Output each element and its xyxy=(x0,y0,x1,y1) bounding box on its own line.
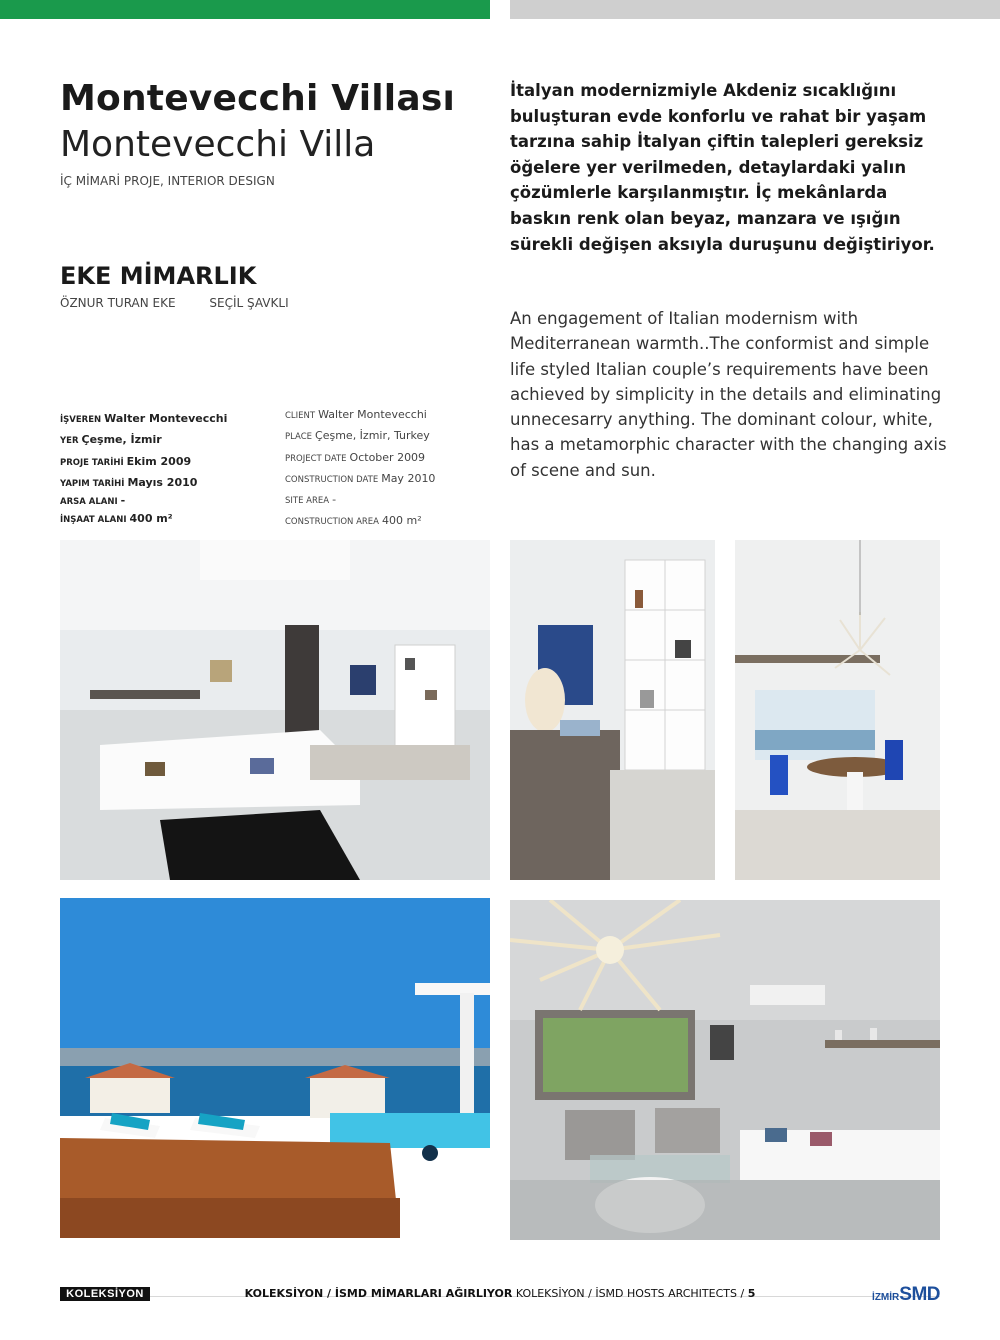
lounge-image xyxy=(510,900,940,1240)
info-row xyxy=(60,408,270,429)
footer-section-label xyxy=(0,1287,1000,1300)
info-value: Çeşme, İzmir xyxy=(81,433,162,447)
info-key: YER xyxy=(60,436,79,447)
info-key: SITE AREA xyxy=(285,496,330,507)
info-key: CONSTRUCTION AREA xyxy=(285,517,379,528)
info-value: Walter Montevecchi xyxy=(318,408,427,421)
info-row xyxy=(285,510,495,531)
info-value: - xyxy=(120,494,126,508)
logo-smd-text: SMD xyxy=(899,1284,940,1305)
project-info-turkish xyxy=(60,408,270,529)
living-room-image xyxy=(60,540,490,880)
project-title-turkish: Montevecchi Villası xyxy=(60,78,455,119)
info-row xyxy=(285,468,495,489)
info-row xyxy=(60,429,270,450)
description-turkish: İtalyan modernizmiyle Akdeniz sıcaklığını buluşturan evde konforlu ve rahat bir yaşam tarzına sahip İtalyan çiftin talepleri gereksiz öğelere yer verilmeden, detaylardaki yalın çözümlerle karşılanmıştır. İç mekânlarda baskın renk olan beyaz, manzara ve ışığın sürekli değişen aksıyla duruşunu değiştiriyor. xyxy=(510,81,935,254)
info-row xyxy=(60,472,270,493)
info-value: May 2010 xyxy=(381,471,436,485)
info-key: CONSTRUCTION DATE xyxy=(285,474,379,485)
logo-izmir-text: İZMİR xyxy=(872,1292,900,1303)
photo-lounge xyxy=(510,900,940,1240)
info-row xyxy=(60,451,270,472)
architect-firm-name: EKE MİMARLIK xyxy=(60,262,257,290)
architect-name: ÖZNUR TURAN EKE xyxy=(60,296,176,310)
photo-shelves xyxy=(510,540,715,880)
info-key: YAPIM TARİHİ xyxy=(60,478,125,489)
terrace-image xyxy=(60,898,490,1238)
info-row xyxy=(285,425,495,446)
architect-name: SEÇİL ŞAVKLI xyxy=(209,296,289,310)
info-value: 400 m² xyxy=(129,512,173,526)
koleksiyon-logo: KOLEKSİYON xyxy=(60,1287,150,1301)
footer-section-english: KOLEKSİYON / İSMD HOSTS ARCHITECTS / xyxy=(515,1287,745,1300)
info-key: PLACE xyxy=(285,432,313,443)
info-value: Ekim 2009 xyxy=(126,454,192,468)
info-value: Mayıs 2010 xyxy=(127,475,198,489)
info-row xyxy=(285,404,495,425)
info-row xyxy=(60,508,270,529)
description-english: An engagement of Italian modernism with Mediterranean warmth..The conformist and simple life styled Italian couple’s requirements have been achieved by simplicity in the details and eliminating unnecesarry anything. The dominant colour, white, has a metamorphic character with the changing axis of scene and sun. xyxy=(510,309,947,480)
info-key: PROJECT DATE xyxy=(285,453,347,464)
top-accent-bar-green xyxy=(0,0,490,19)
info-value: October 2009 xyxy=(349,450,426,464)
info-key: PROJE TARİHİ xyxy=(60,457,124,468)
photo-dining-area xyxy=(735,540,940,880)
project-title-english: Montevecchi Villa xyxy=(60,124,376,165)
info-key: İŞVEREN xyxy=(60,415,102,425)
footer-section-turkish: KOLEKSİYON / İSMD MİMARLARI AĞIRLIYOR xyxy=(244,1287,513,1300)
architect-names xyxy=(60,296,319,310)
info-key: ARSA ALANI xyxy=(60,497,118,508)
info-row xyxy=(285,489,495,510)
info-value: 400 m² xyxy=(382,514,422,528)
info-row xyxy=(60,493,270,508)
page-number: 5 xyxy=(747,1287,756,1300)
photo-living-room xyxy=(60,540,490,880)
izmir-smd-logo xyxy=(872,1284,940,1306)
project-info-english xyxy=(285,404,495,532)
info-row xyxy=(285,447,495,468)
photo-terrace xyxy=(60,898,490,1238)
info-value: Çeşme, İzmir, Turkey xyxy=(315,429,430,443)
info-key: CLIENT xyxy=(285,411,316,421)
shelves-image xyxy=(510,540,715,880)
info-value: - xyxy=(332,493,337,507)
dining-area-image xyxy=(735,540,940,880)
info-key: İNŞAAT ALANI xyxy=(60,515,127,526)
project-category: İÇ MİMARİ PROJE, INTERIOR DESIGN xyxy=(60,174,275,188)
top-accent-bar-grey xyxy=(510,0,1000,19)
info-value: Walter Montevecchi xyxy=(104,412,228,425)
